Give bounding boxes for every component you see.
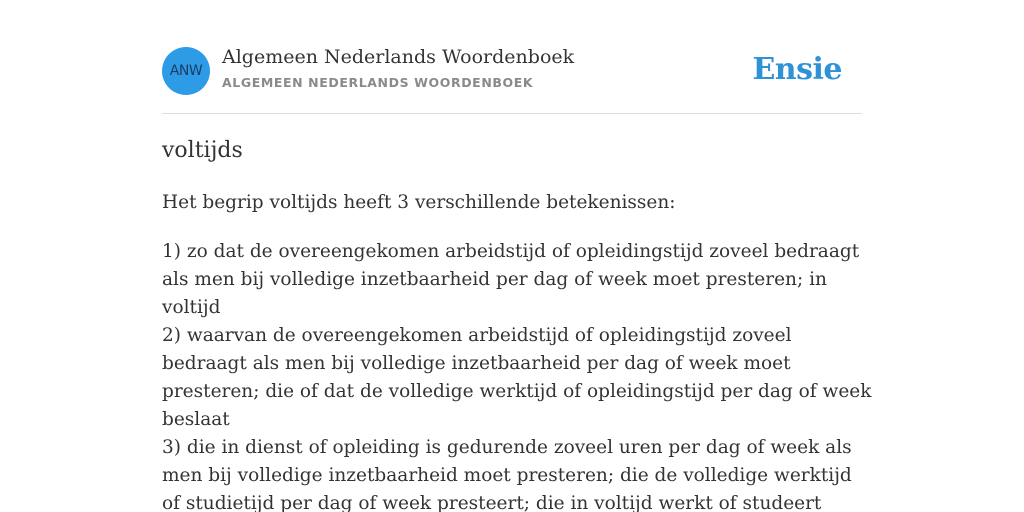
meaning-item: 3) die in dienst of opleiding is gedurende zoveel uren per dag of week als men bij volledige inzetbaarheid moet presteren; die de volledige werktijd of studietijd per dag of week presteert; die in voltijd werkt of studeert <box>162 437 852 512</box>
source-subtitle: ALGEMEEN NEDERLANDS WOORDENBOEK <box>222 75 534 90</box>
logo-text: ANW <box>169 63 203 79</box>
entry-intro: Het begrip voltijds heeft 3 verschillende betekenissen: <box>162 192 676 213</box>
entry-term: voltijds <box>162 138 243 163</box>
meanings-list <box>162 238 872 512</box>
source-title[interactable]: Algemeen Nederlands Woordenboek <box>222 46 575 68</box>
source-header <box>162 46 862 96</box>
anw-logo[interactable] <box>162 47 210 95</box>
meaning-item: 2) waarvan de overeengekomen arbeidstijd of opleidingstijd zoveel bedraagt als men bij volledige inzetbaarheid per dag of week moet presteren; die of dat de volledige werktijd of opleidingstijd per dag of week beslaat <box>162 325 872 430</box>
ensie-brand-logo[interactable]: Ensie <box>752 52 842 87</box>
header-divider <box>162 113 862 114</box>
meaning-item: 1) zo dat de overeengekomen arbeidstijd of opleidingstijd zoveel bedraagt als men bij volledige inzetbaarheid per dag of week moet presteren; in voltijd <box>162 241 860 318</box>
